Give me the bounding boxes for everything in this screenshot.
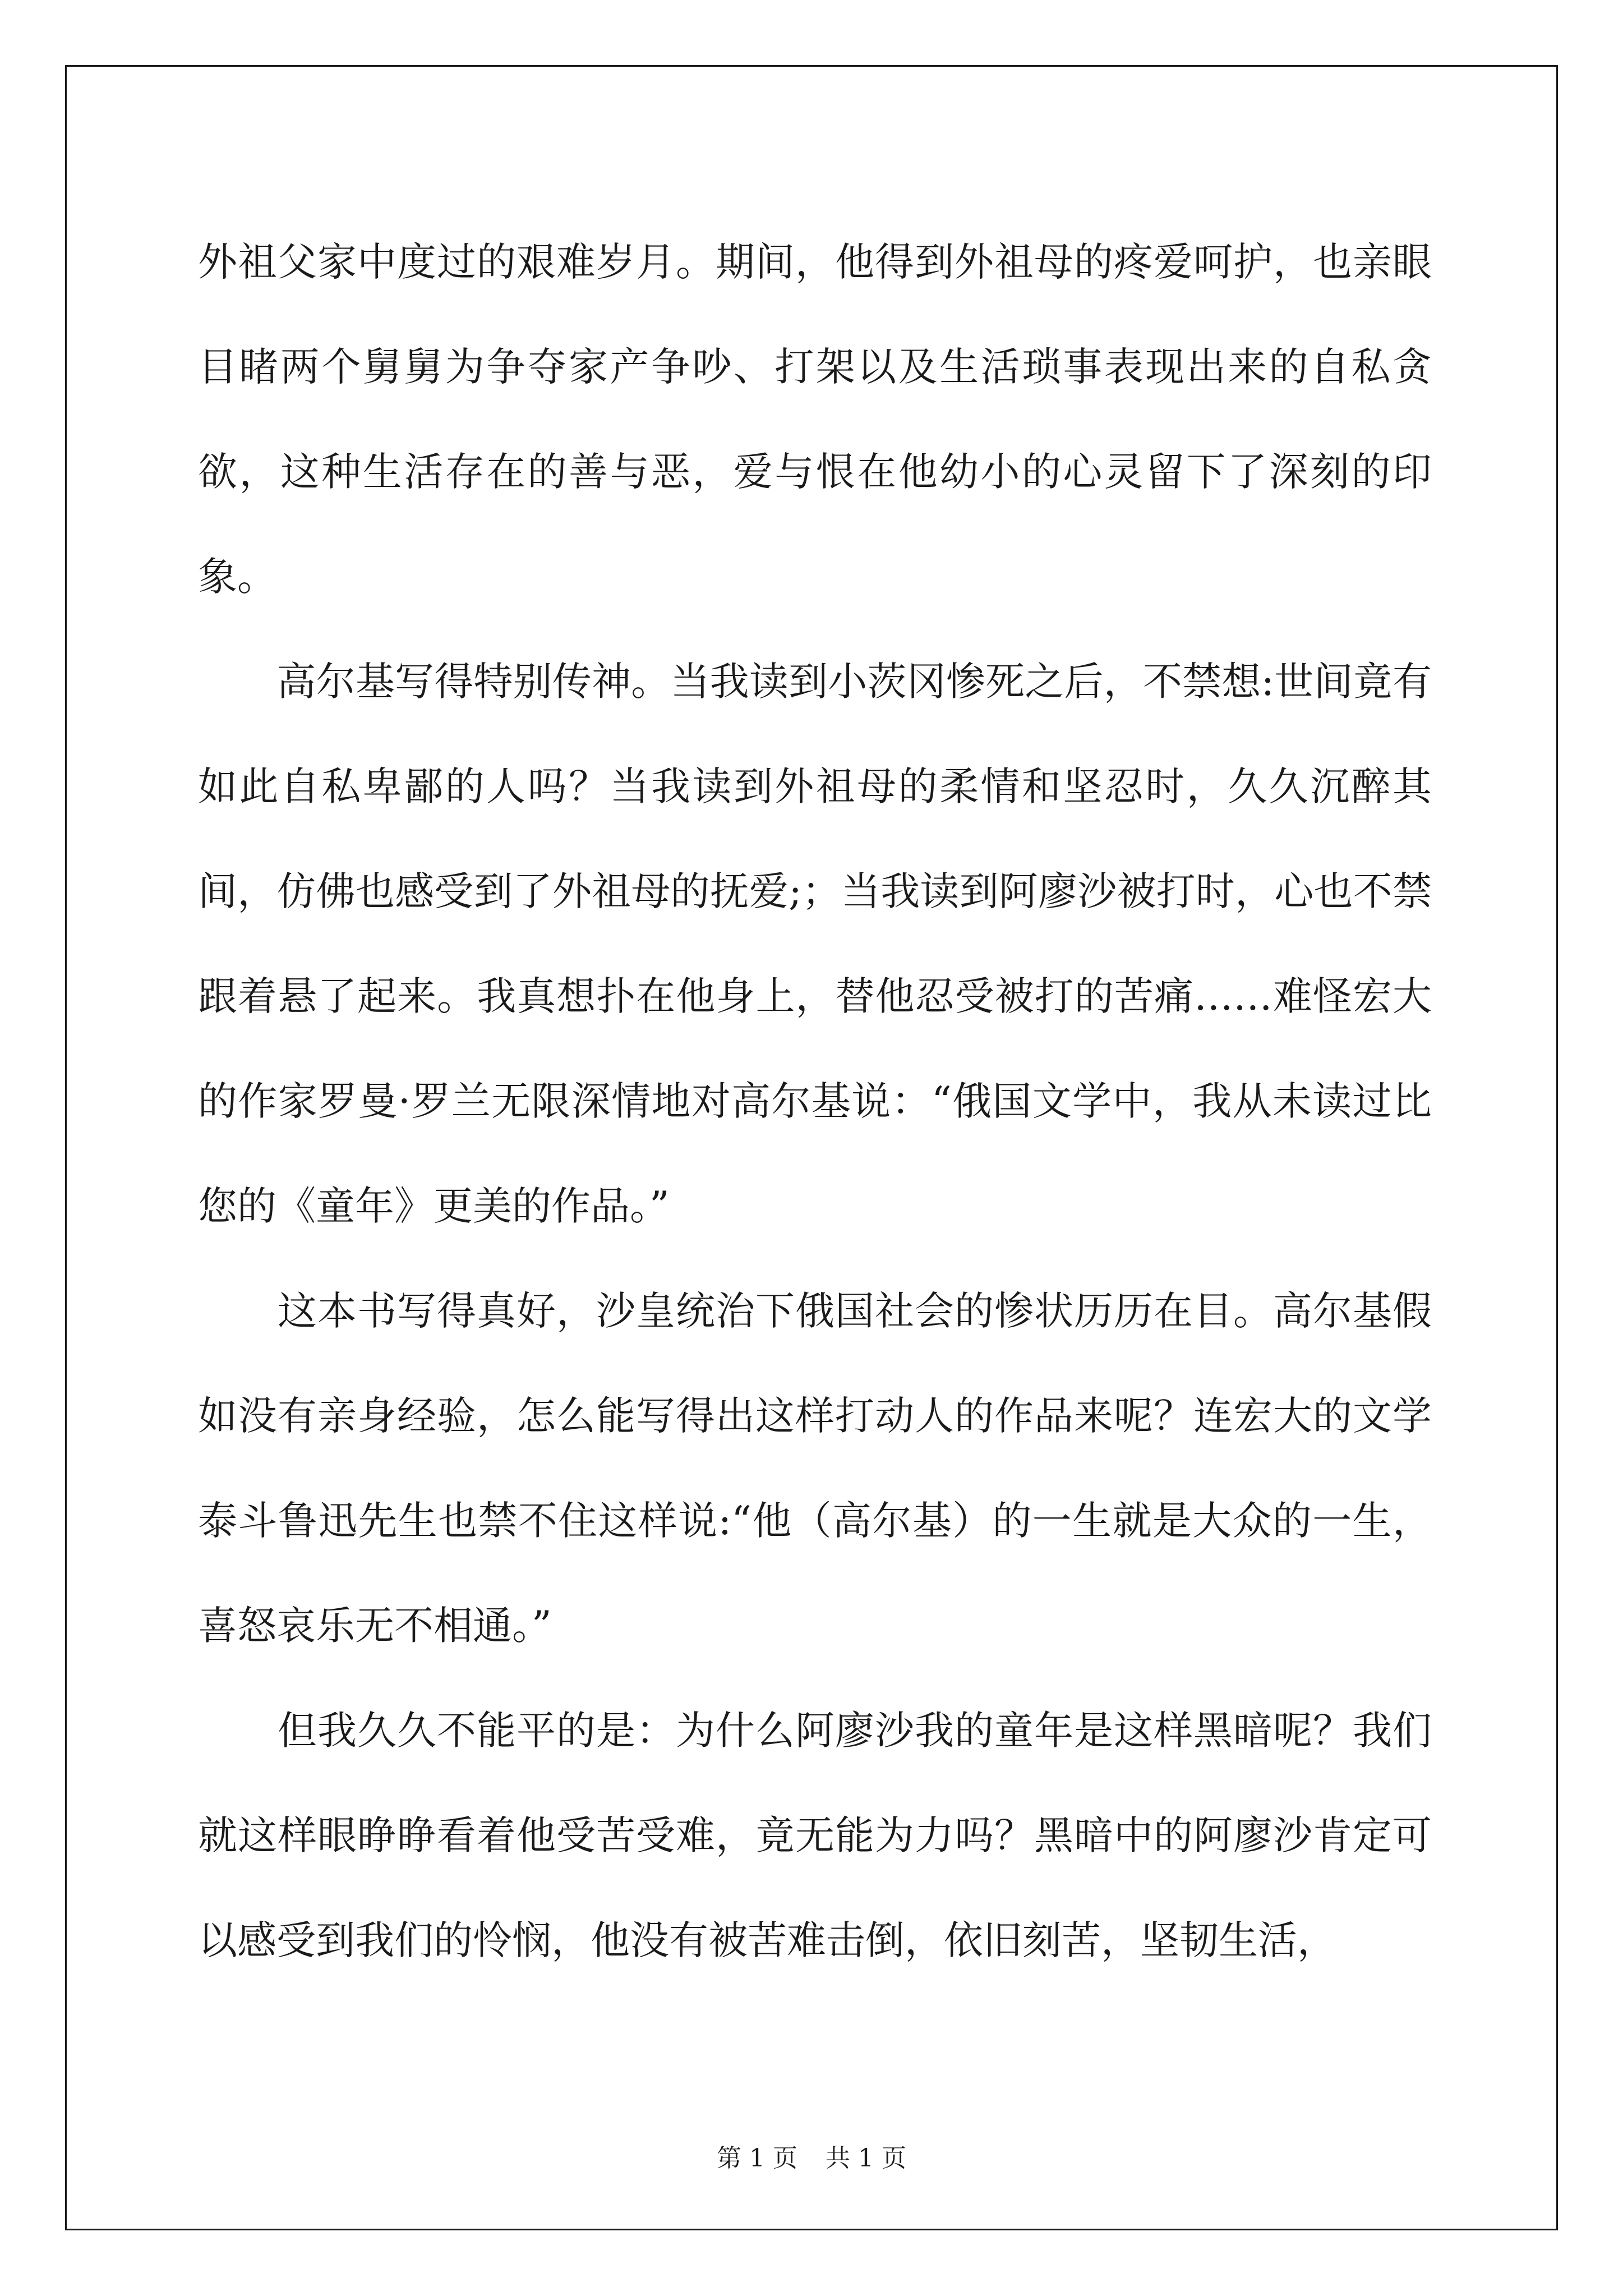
- document-body: [198, 210, 1432, 1993]
- paragraph-3: 这本书写得真好，沙皇统治下俄国社会的惨状历历在目。高尔基假如没有亲身经验，怎么能写得出这样打动人的作品来呢？连宏大的文学泰斗鲁迅先生也禁不住这样说:“他（高尔基）的一生就是大众的一生，喜怒哀乐无不相通。”: [198, 1288, 1432, 1649]
- page-footer: [0, 2142, 1623, 2175]
- page-number: 第 1 页: [717, 2144, 797, 2173]
- paragraph-2: 高尔基写得特别传神。当我读到小茨冈惨死之后，不禁想:世间竟有如此自私卑鄙的人吗？当我读到外祖母的柔情和坚忍时，久久沉醉其间，仿佛也感受到了外祖母的抚爱;；当我读到阿廖沙被打时，心也不禁跟着悬了起来。我真想扑在他身上，替他忍受被打的苦痛……难怪宏大的作家罗曼·罗兰无限深情地对高尔基说：“俄国文学中，我从未读过比您的《童年》更美的作品。”: [198, 659, 1432, 1229]
- paragraph-1: 外祖父家中度过的艰难岁月。期间，他得到外祖母的疼爱呵护，也亲眼目睹两个舅舅为争夺家产争吵、打架以及生活琐事表现出来的自私贪欲，这种生活存在的善与恶，爱与恨在他幼小的心灵留下了深刻的印象。: [198, 239, 1432, 600]
- paragraph-4: 但我久久不能平的是：为什么阿廖沙我的童年是这样黑暗呢？我们就这样眼睁睁看着他受苦受难，竟无能为力吗？黑暗中的阿廖沙肯定可以感受到我们的怜悯，他没有被苦难击倒，依旧刻苦，坚韧生活，: [198, 1708, 1432, 1963]
- page-total: 共 1 页: [826, 2144, 906, 2173]
